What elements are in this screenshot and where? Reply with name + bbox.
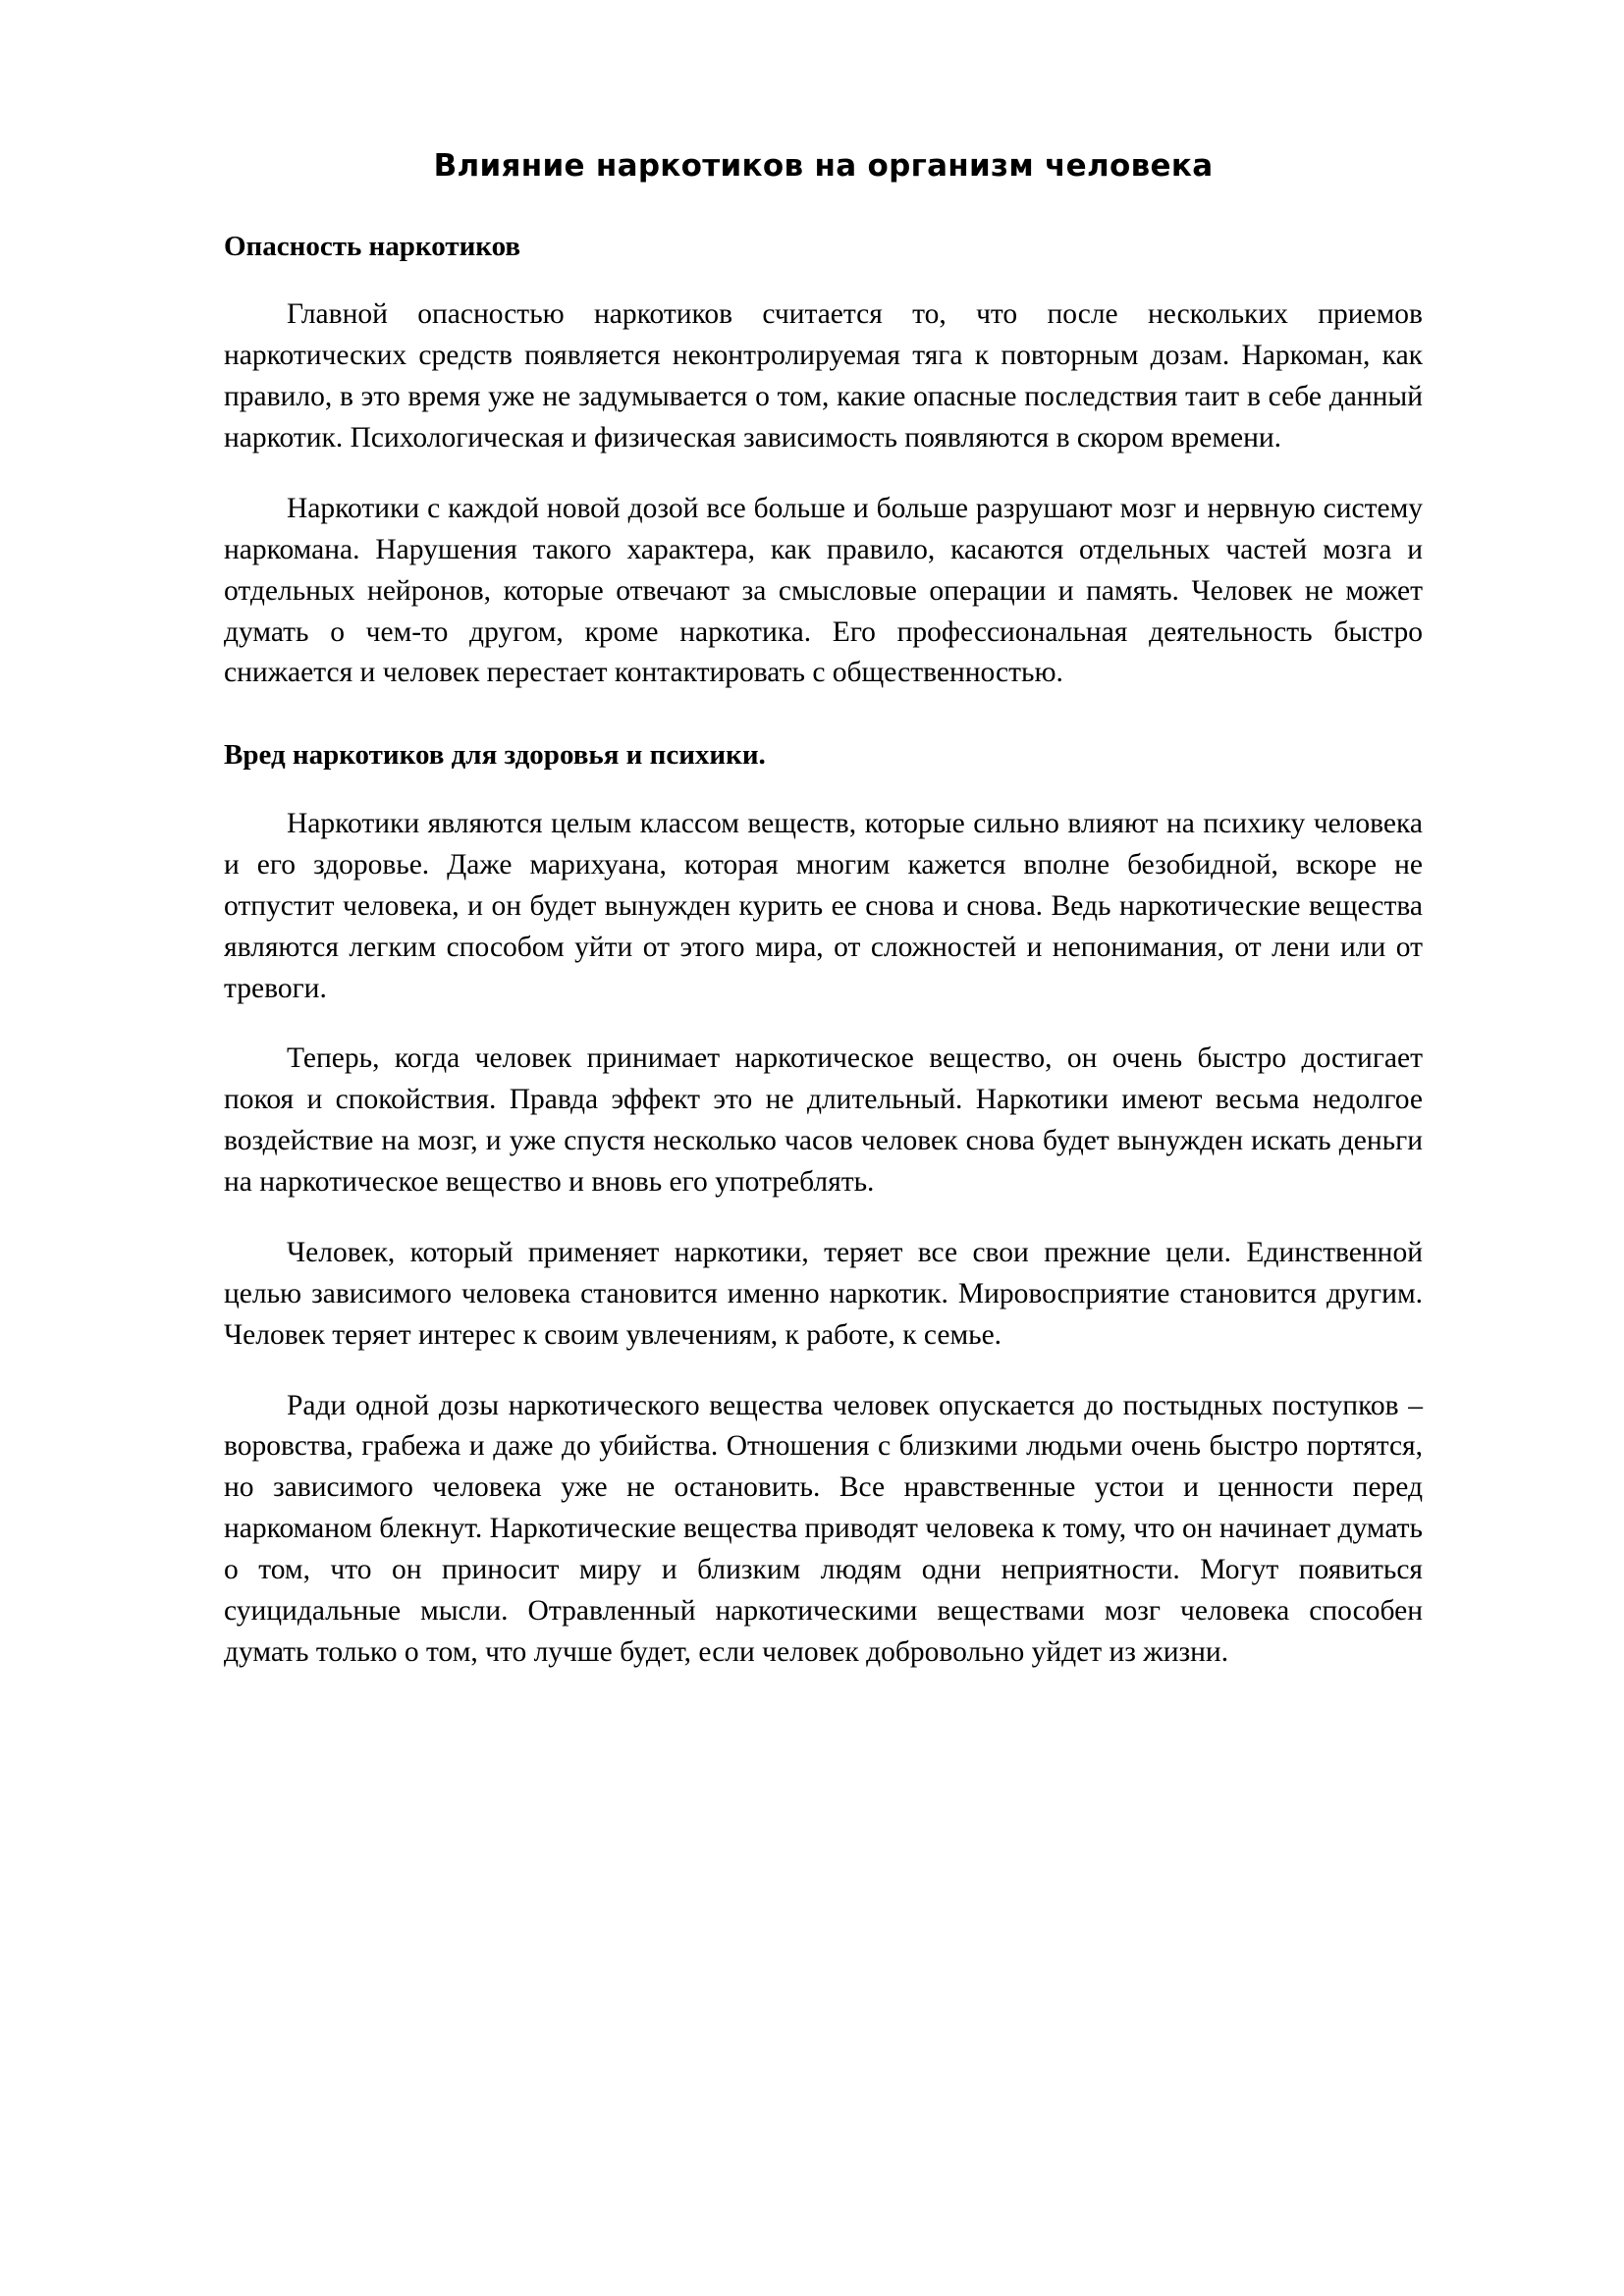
paragraph: Главной опасностью наркотиков считается то, что после нескольких приемов наркотических средств появляется неконтролируемая тяга к повторным дозам. Наркоман, как правило, в это время уже не задумывается о том, какие опасные последствия таит в себе данный наркотик. Психологическая и физическая зависимость появляются в скором времени.: [224, 298, 1423, 454]
paragraph: Человек, который применяет наркотики, теряет все свои прежние цели. Единственной целью зависимого человека становится именно наркотик. Мировосприятие становится другим. Человек теряет интерес к своим увлечениям, к работе, к семье.: [224, 1236, 1423, 1351]
paragraph: Ради одной дозы наркотического вещества человек опускается до постыдных поступков – воровства, грабежа и даже до убийства. Отношения с близкими людьми очень быстро портятся, но зависимого человека уже не остановить. Все нравственные устои и ценности перед наркоманом блекнут. Наркотические вещества приводят человека к тому, что он начинает думать о том, что он приносит миру и близким людям одни неприятности. Могут появиться суицидальные мысли. Отравленный наркотическими веществами мозг человека способен думать только о том, что лучше будет, если человек добровольно уйдет из жизни.: [224, 1389, 1423, 1668]
page-title: Влияние наркотиков на организм человека: [433, 148, 1214, 184]
paragraph: Наркотики с каждой новой дозой все больше и больше разрушают мозг и нервную систему наркомана. Нарушения такого характера, как правило, касаются отдельных частей мозга и отдельных нейронов, которые отвечают за смысловые операции и память. Человек не может думать о чем-то другом, кроме наркотика. Его профессиональная деятельность быстро снижается и человек перестает контактировать с общественностью.: [224, 492, 1423, 689]
section-heading-danger: Опасность наркотиков: [224, 230, 521, 262]
paragraph: Теперь, когда человек принимает наркотическое вещество, он очень быстро достигает покоя и спокойствия. Правда эффект это не длительный. Наркотики имеют весьма недолгое воздействие на мозг, и уже спустя несколько часов человек снова будет вынужден искать деньги на наркотическое вещество и вновь его употреблять.: [224, 1042, 1423, 1198]
section-heading-harm: Вред наркотиков для здоровья и психики.: [224, 739, 766, 772]
paragraph: Наркотики являются целым классом веществ, которые сильно влияют на психику человека и его здоровье. Даже марихуана, которая многим кажется вполне безобидной, вскоре не отпустит человека, и он будет вынужден курить ее снова и снова. Ведь наркотические вещества являются легким способом уйти от этого мира, от сложностей и непонимания, от лени или от тревоги.: [224, 808, 1423, 1004]
